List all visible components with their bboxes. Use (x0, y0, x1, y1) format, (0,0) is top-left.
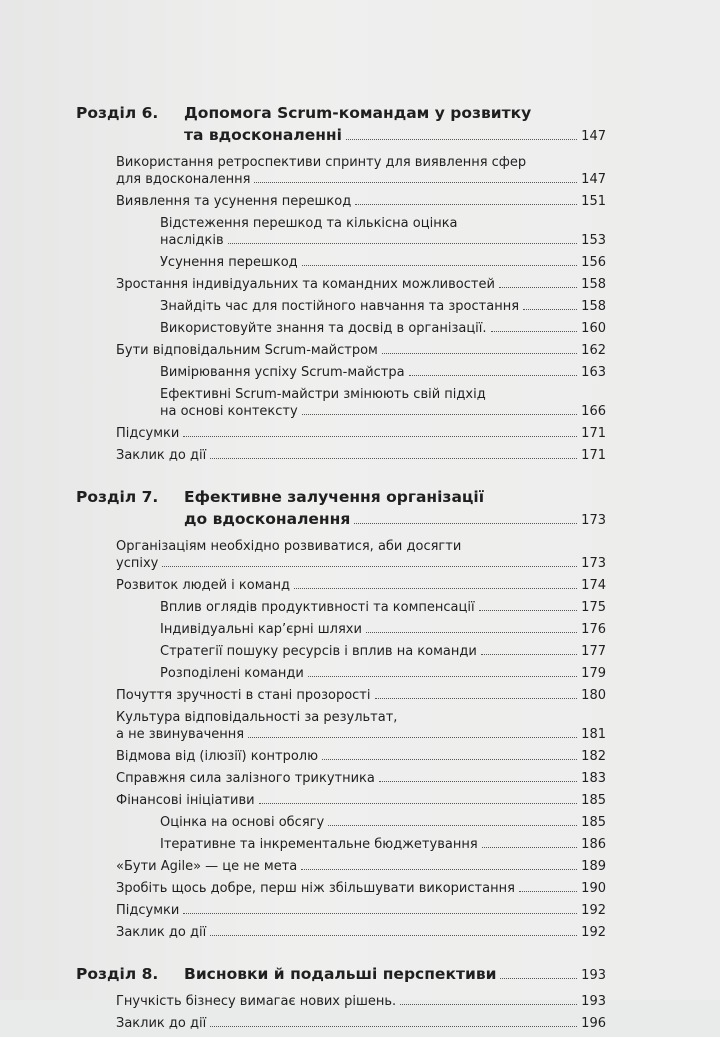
toc-entry (160, 320, 606, 337)
page-number: 176 (581, 622, 606, 637)
entry-text: Заклик до дії (116, 925, 207, 940)
entry-text: Відстеження перешкод та кількісна оцінка (160, 216, 458, 231)
toc-entry (160, 665, 606, 682)
toc-entry (116, 425, 606, 442)
toc-entry (116, 538, 606, 572)
entry-text: «Бути Agile» — це не мета (116, 859, 298, 874)
page-number: 192 (581, 925, 606, 940)
entry-text: а не звинувачення (116, 727, 245, 742)
page-number: 162 (581, 343, 606, 358)
toc-entry (160, 364, 606, 381)
page-number: 158 (581, 277, 606, 292)
page-number: 160 (581, 321, 606, 336)
page-number: 151 (581, 194, 606, 209)
page-number: 158 (581, 299, 606, 314)
chapter-title-line: Висновки й подальші перспективи (184, 965, 497, 983)
entry-text: Справжня сила залізного трикутника (116, 771, 375, 786)
entry-text: Гнучкість бізнесу вимагає нових рішень. (116, 994, 397, 1009)
chapter-label: Розділ 7. (76, 488, 159, 506)
entry-text: Відмова від (ілюзії) контролю (116, 749, 319, 764)
entry-text: Зробіть щось добре, перш ніж збільшувати використання (116, 881, 515, 896)
entry-text: Підсумки (116, 426, 180, 441)
toc-entry (160, 643, 606, 660)
entry-text: Культура відповідальності за результат, (116, 710, 398, 725)
entry-text: Ітеративне та інкрементальне бюджетування (160, 837, 478, 852)
page-number: 180 (581, 688, 606, 703)
toc-entry (116, 577, 606, 594)
toc-entry (116, 342, 606, 359)
page-number: 192 (581, 903, 606, 918)
page-number: 186 (581, 837, 606, 852)
entry-text: Зростання індивідуальних та командних можливостей (116, 277, 495, 292)
toc-entry (116, 154, 606, 188)
page-number: 193 (581, 994, 606, 1009)
page-number: 196 (581, 1016, 606, 1031)
toc-entry (116, 1015, 606, 1032)
chapter-title (184, 102, 606, 148)
entry-text: Бути відповідальним Scrum-майстром (116, 343, 378, 358)
page-number: 181 (581, 727, 606, 742)
entry-text: успіху (116, 556, 159, 571)
entry-text: Розвиток людей і команд (116, 578, 290, 593)
toc-entry (116, 193, 606, 210)
page-number: 190 (581, 881, 606, 896)
toc-entry (160, 836, 606, 853)
entry-text: Використовуйте знання та досвід в організації. (160, 321, 487, 336)
toc-entry (116, 770, 606, 787)
chapter-title-line: та вдосконаленні (184, 126, 342, 144)
entry-text: Фінансові ініціативи (116, 793, 255, 808)
page-number: 173 (581, 556, 606, 571)
page-number: 185 (581, 793, 606, 808)
page-number: 153 (581, 233, 606, 248)
page-number: 177 (581, 644, 606, 659)
entry-text: Оцінка на основі обсягу (160, 815, 325, 830)
page-number: 179 (581, 666, 606, 681)
toc-entry (116, 902, 606, 919)
toc-entry (116, 792, 606, 809)
page-number: 185 (581, 815, 606, 830)
entry-text: на основі контексту (160, 404, 298, 419)
page-number: 193 (581, 968, 606, 983)
page-number: 183 (581, 771, 606, 786)
page-number: 175 (581, 600, 606, 615)
toc-entry (160, 386, 606, 420)
toc-entry (116, 748, 606, 765)
toc-entry (116, 687, 606, 704)
toc-entry (116, 276, 606, 293)
page-number: 182 (581, 749, 606, 764)
page-number: 147 (581, 172, 606, 187)
page-number: 147 (581, 129, 606, 144)
entry-text: Ефективні Scrum-майстри змінюють свій підхід (160, 387, 486, 402)
chapter-title (184, 486, 606, 532)
page-number: 156 (581, 255, 606, 270)
entry-text: Знайдіть час для постійного навчання та зростання (160, 299, 520, 314)
toc-entry (116, 447, 606, 464)
chapter-label: Розділ 6. (76, 104, 159, 122)
chapter-7 (76, 486, 606, 941)
toc-entry (160, 599, 606, 616)
chapter-label: Розділ 8. (76, 965, 159, 983)
entry-text: наслідків (160, 233, 224, 248)
toc-entry (116, 858, 606, 875)
page-number: 163 (581, 365, 606, 380)
toc-entry (116, 880, 606, 897)
page-number: 171 (581, 448, 606, 463)
entry-text: Заклик до дії (116, 1016, 207, 1031)
page-number: 173 (581, 513, 606, 528)
chapter-title-line: Допомога Scrum-командам у розвитку (184, 104, 532, 122)
toc-entry (160, 621, 606, 638)
page-number: 171 (581, 426, 606, 441)
chapter-title-line: до вдосконалення (184, 510, 351, 528)
toc-entry (116, 709, 606, 743)
toc-entry (160, 254, 606, 271)
page-number: 166 (581, 404, 606, 419)
page-number: 189 (581, 859, 606, 874)
table-of-contents (76, 102, 606, 1037)
toc-entry (160, 298, 606, 315)
chapter-title (184, 963, 606, 987)
toc-entry (160, 215, 606, 249)
entry-text: Індивідуальні кар’єрні шляхи (160, 622, 362, 637)
entry-text: Заклик до дії (116, 448, 207, 463)
entry-text: Підсумки (116, 903, 180, 918)
toc-entry (116, 993, 606, 1010)
entry-text: Усунення перешкод (160, 255, 298, 270)
entry-text: для вдосконалення (116, 172, 251, 187)
page-number: 174 (581, 578, 606, 593)
entry-text: Виявлення та усунення перешкод (116, 194, 352, 209)
chapter-title-line: Ефективне залучення організації (184, 488, 485, 506)
toc-entry (116, 924, 606, 941)
entry-text: Розподілені команди (160, 666, 304, 681)
entry-text: Використання ретроспективи спринту для виявлення сфер (116, 155, 527, 170)
entry-text: Стратегії пошуку ресурсів і вплив на команди (160, 644, 477, 659)
chapter-8 (76, 963, 606, 1032)
entry-text: Вимірювання успіху Scrum-майстра (160, 365, 405, 380)
entry-text: Почуття зручності в стані прозорості (116, 688, 371, 703)
entry-text: Вплив оглядів продуктивності та компенсації (160, 600, 475, 615)
entry-text: Організаціям необхідно розвиватися, аби досягти (116, 539, 462, 554)
toc-entry (160, 814, 606, 831)
chapter-6 (76, 102, 606, 464)
